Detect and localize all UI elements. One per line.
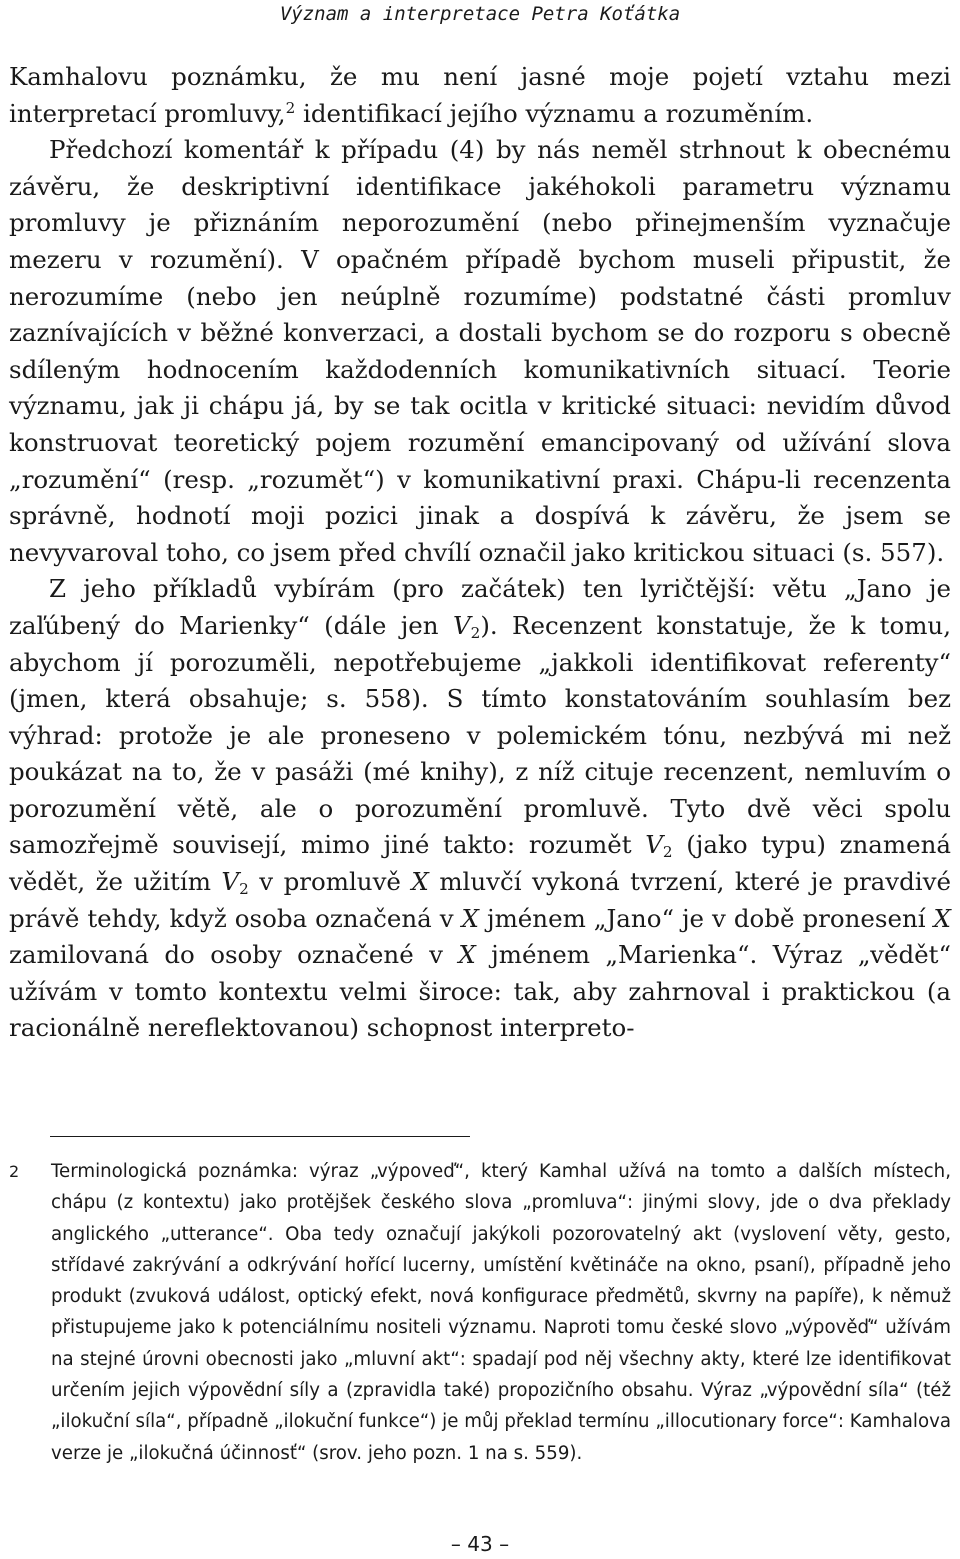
footnote-reference[interactable]: 2: [285, 99, 296, 118]
main-text: [9, 59, 951, 1047]
utterance-variable: X: [411, 867, 429, 897]
sentence-variable: V: [221, 867, 240, 897]
page-number: – 43 –: [450, 1532, 510, 1556]
utterance-variable: X: [458, 940, 476, 970]
footnote-text: Terminologická poznámka: výraz „výpoveď“, který Kamhal užívá na tomto a dalších místech, chápu (z kontextu) jako protějšek českého slova „promluva“: jinými slovy, jde o dva překlady anglického „utterance“. Oba tedy označují jakýkoli pozorovatelný akt (vyslovení věty, gesto, střídavé zakrývání a odkrývání hořící lucerny, umístění květináče na okno, psaní), případně jeho produkt (zvuková událost, optický efekt, nová konfigurace předmětů, skvrny na papíře), k němuž přistupujeme jako k potenciálnímu nositeli významu. Naproti tomu české slovo „výpověď“ užívám na stejné úrovni obecnosti jako „mluvní akt“: spadají pod něj všechny akty, které lze identifikovat určením jejich výpovědní síly a (zpravidla také) propozičního obsahu. Výraz „výpovědní síla“ (též „ilokuční síla“, případně „ilokuční funkce“) je můj překlad termínu „illocutionary force“: Kamhalova verze je „ilokučná účinnosť“ (srov. jeho pozn. 1 na s. 559).: [51, 1161, 951, 1464]
running-header: Význam a interpretace Petra Koťátka: [279, 3, 681, 25]
paragraph-1: Kamhalovu poznámku, že mu není jasné moje pojetí vztahu mezi interpretací promluvy,$^2$ identifikací jejího významu a rozuměním.: [9, 62, 951, 128]
sentence-variable: V: [645, 830, 663, 860]
footnote-2: [9, 1156, 951, 1469]
utterance-variable: X: [933, 903, 951, 933]
sentence-variable: V: [452, 610, 471, 640]
paragraph-2: Předchozí komentář k případu (4) by nás neměl strhnout k obecnému závěru, že deskriptivní identifikace jakéhokoli parametru významu promluvy je přiznáním neporozumění (nebo přinejmenším vyznačuje mezeru v rozumění). V opačném případě bychom museli připustit, že nerozumíme (nebo jen neúplně rozumíme) podstatné části promluv zaznívajících v běžné konverzaci, a dostali bychom se do rozporu s obecně sdíleným hodnocením každodenních komunikativních situací. Teorie významu, jak ji chápu já, by se tak ocitla v kritické situaci: nevidím důvod konstruovat teoretický pojem rozumění emancipovaný od užívání slova „rozumění“ (resp. „rozumět“) v komunikativní praxi. Chápu-li recenzenta správně, hodnotí moji pozici jinak a dospívá k závěru, že jsem se nevyvaroval toho, co jsem před chvílí označil jako kritickou situaci (s. 557).: [9, 135, 951, 567]
paragraph-3: Z jeho příkladů vybírám (pro začátek) ten lyričtější: větu „Jano je zaľúbený do Marienky“ (dále jen $V_2$). Recenzent konstatuje, že k tomu, abychom jí porozuměli, nepotřebujeme „jakkoli identifikovat referenty“ (jmen, která obsahuje; s. 558). S tímto konstatováním souhlasím bez výhrad: protože je ale proneseno v polemickém tónu, nezbývá mi než poukázat na to, že v pasáži (mé knihy), z níž cituje recenzent, nemluvím o porozumění větě, ale o porozumění promluvě. Tyto dvě věci spolu samozřejmě souvisejí, mimo jiné takto: rozumět $V_2$ (jako typu) znamená vědět, že užitím $V_2$ v promluvě X mluvčí vykoná tvrzení, které je pravdivé právě tehdy, když osoba označená v X jménem „Jano“ je v době pronesení X zamilovaná do osoby označené v X jménem „Marienka“. Výraz „vědět“ užívám v tomto kontextu velmi široce: tak, aby zahrnoval i praktickou (a racionálně nereflektovanou) schopnost interpreto-: [9, 574, 952, 1043]
footnote-mark: 2: [9, 1162, 20, 1181]
utterance-variable: X: [461, 903, 479, 933]
footnote-separator: [50, 1136, 470, 1137]
